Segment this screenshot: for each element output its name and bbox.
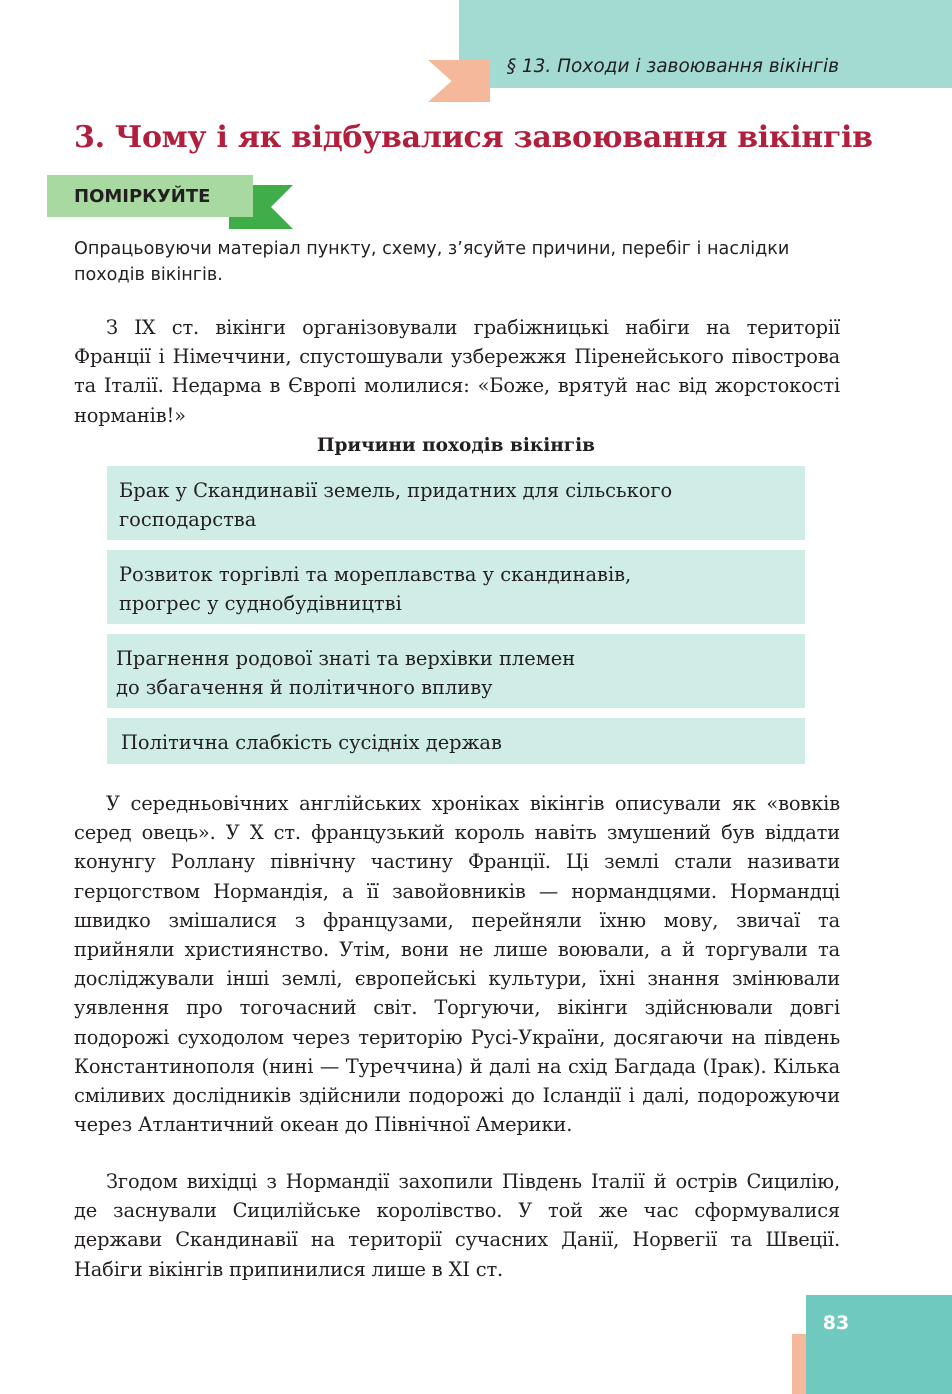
page-number: 83 bbox=[822, 1312, 850, 1334]
cause-box-4 bbox=[107, 718, 805, 764]
running-title: § 13. Походи і завоювання вікінгів bbox=[506, 56, 839, 77]
cause-text-line: Прагнення родової знаті та верхівки племен bbox=[116, 647, 576, 670]
cause-box-2 bbox=[107, 550, 805, 624]
page-number-band bbox=[806, 1295, 952, 1394]
cause-text-line: прогрес у суднобудівництві bbox=[119, 592, 402, 615]
cause-text-line: Політична слабкість сусідніх держав bbox=[121, 731, 502, 754]
paragraph-chronicles: У середньовічних англійських хроніках вікінгів описували як «вовків серед овець». У X ст. французький король навіть змушений був віддати конунгу Роллану північну частину Франції. Ці землі стали називати герцогством Нормандія, а її завойовників — нормандцями. Нормандці швидко змішалися з французами, перейняли їхню мову, звичаї та прийняли християнство. Утім, вони не лише воювали, а й торгували та досліджували інші землі, європейські культури, їхні знання змінювали уявлення про тогочасний світ. Торгуючи, вікінги здійснювали довгі подорожі суходолом через територію Русі-України, досягаючи на південь Константинополя (нині — Туреччина) й далі на схід Багдада (Ірак). Кілька сміливих дослідників здійснили подорожі до Ісландії і далі, подорожуючи через Атлантичний океан до Північної Америки. bbox=[74, 792, 840, 1137]
paragraph-intro: З IX ст. вікінги організовували грабіжницькі набіги на території Франції і Німеччини, спустошували узбережжя Піренейського півострова та Італії. Недарма в Європі молилися: «Боже, врятуй нас від жорстокості норманів!» bbox=[74, 316, 840, 427]
paragraph-normandy: Згодом вихідці з Нормандії захопили Південь Італії й острів Сицилію, де заснували Сицилійське королівство. У той же час сформувалися держави Скандинавії на території сучасних Данії, Норвегії та Швеції. Набіги вікінгів припинилися лише в XI ст. bbox=[74, 1170, 840, 1281]
cause-text-line: до збагачення й політичного впливу bbox=[116, 676, 493, 699]
cause-text-line: Брак у Скандинавії земель, придатних для сільського bbox=[119, 479, 673, 502]
section-title: 3. Чому і як відбувалися завоювання вікінгів bbox=[74, 120, 873, 155]
think-flag-tail bbox=[253, 185, 293, 229]
header-accent-ribbon bbox=[428, 60, 490, 102]
think-label: ПОМІРКУЙТЕ bbox=[74, 186, 211, 207]
cause-text-line: господарства bbox=[119, 508, 257, 531]
page-accent-strip bbox=[792, 1334, 806, 1394]
think-task: Опрацьовуючи матеріал пункту, схему, з’ясуйте причини, перебіг і наслідки походів вікінгів. bbox=[74, 239, 790, 285]
cause-box-1 bbox=[107, 466, 805, 540]
cause-box-3 bbox=[107, 634, 805, 708]
cause-text-line: Розвиток торгівлі та мореплавства у скандинавів, bbox=[119, 563, 632, 586]
causes-title: Причини походів вікінгів bbox=[316, 435, 596, 456]
